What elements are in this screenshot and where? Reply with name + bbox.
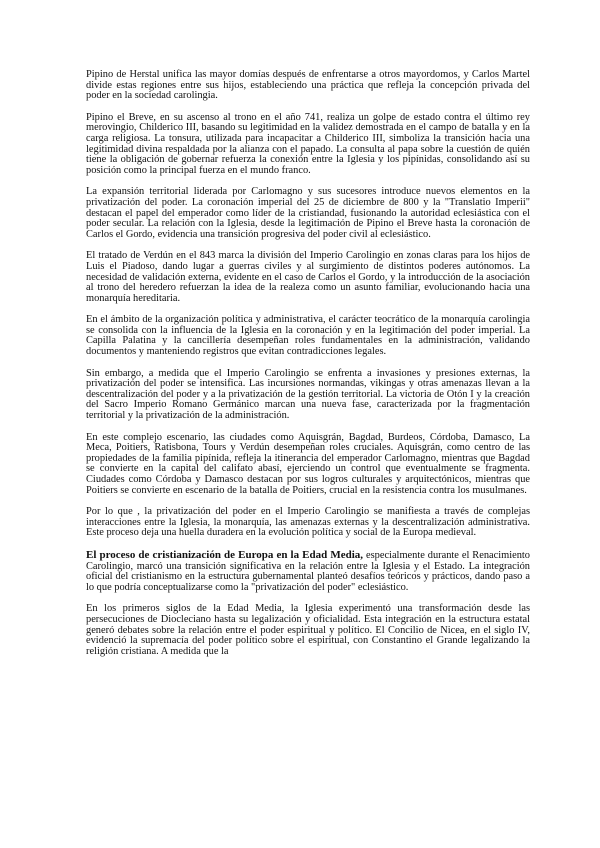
paragraph-8: Por lo que , la privatización del poder en el Imperio Carolingio se manifiesta a través de complejas interacciones entre la Iglesia, la monarquía, las amenazas externas y la descentralización administrativa. Este proceso deja una huella duradera en la evolución política y social de la Europa medieval. [86,506,530,539]
paragraph-7: En este complejo escenario, las ciudades como Aquisgrán, Bagdad, Burdeos, Córdoba, Damasco, La Meca, Poitiers, Ratisbona, Tours y Verdún desempeñan roles cruciales. Aquisgrán, como centro de las propiedades de la familia pipínida, refleja la itinerancia del emperador Carlomagno, mientras que Bagdad se convierte en la capital del califato abasí, ejerciendo un control que eventualmente se fragmenta. Ciudades como Córdoba y Damasco destacan por sus logros culturales y arquitectónicos, mientras que Poitiers se convierte en escenario de la batalla de Poitiers, crucial en la resistencia contra los musulmanes. [86,431,530,496]
paragraph-6: Sin embargo, a medida que el Imperio Carolingio se enfrenta a invasiones y presiones externas, la privatización del poder se intensifica. Las incursiones normandas, vikingas y otras amenazas llevan a la descentralización del poder y a la privatización de la gestión territorial. La victoria de Otón I y la creación del Sacro Imperio Romano Germánico marcan una nueva fase, caracterizada por la fragmentación territorial y la privatización de la administración. [86,367,530,422]
paragraph-9-text: especialmente durante el Renacimiento Carolingio, marcó una transición significativa en la relación entre la Iglesia y el Estado. La integración oficial del cristianismo en la estructura gubernamental planteó desafíos teóricos y prácticos, dando paso a lo que podría conceptualizarse como la "privatización del poder" eclesiástico. [86,549,530,593]
paragraph-3: La expansión territorial liderada por Carlomagno y sus sucesores introduce nuevos elementos en la privatización del poder. La coronación imperial del 25 de diciembre de 800 y la "Translatio Imperii" destacan el papel del emperador como líder de la cristiandad, fusionando la autoridad eclesiástica con el poder secular. La relación con la Iglesia, desde la legitimación de Pipino el Breve hasta la coronación de Carlos el Gordo, evidencia una transición progresiva del poder civil al eclesiástico. [86,186,530,240]
paragraph-lead-bold: El proceso de cristianización de Europa en la Edad Media, [86,548,364,561]
paragraph-5: En el ámbito de la organización política y administrativa, el carácter teocrático de la monarquía carolingia se consolida con la influencia de la Iglesia en la coronación y en la legitimación del poder imperial. La Capilla Palatina y la cancillería desempeñan roles fundamentales en la administración, validando documentos y manteniendo registros que evitan contradicciones legales. [86,314,530,358]
paragraph-9 [86,550,530,593]
paragraph-4: El tratado de Verdún en el 843 marca la división del Imperio Carolingio en zonas claras para los hijos de Luis el Piadoso, dando lugar a guerras civiles y al surgimiento de distintos poderes autónomos. La necesidad de validación externa, evidente en el caso de Carlos el Gordo, y la introducción de la asociación al trono del heredero refuerzan la idea de la realeza como un asunto familiar, evolucionando hacia una monarquía hereditaria. [86,250,530,304]
paragraph-2: Pipino el Breve, en su ascenso al trono en el año 741, realiza un golpe de estado contra el último rey merovingio, Childerico III, basando su legitimidad en la validez demostrada en el campo de batalla y en la carga religiosa. La tonsura, utilizada para incapacitar a Childerico III, simboliza la transición hacia una legitimidad divina respaldada por la alianza con el papado. La consulta al papa sobre la cuestión de quién tiene la obligación de gobernar refuerza la conexión entre la Iglesia y los pipínidas, consolidando así su posición como la principal fuerza en el mundo franco. [86,111,530,176]
document-page [86,70,530,668]
paragraph-10: En los primeros siglos de la Edad Media, la Iglesia experimentó una transformación desde las persecuciones de Diocleciano hasta su legalización y oficialidad. Esta integración en la estructura estatal generó debates sobre la relación entre el poder espiritual y político. El Concilio de Nicea, en el siglo IV, evidenció la supremacía del poder político sobre el espiritual, con Constantino el Grande legalizando la religión cristiana. A medida que la [86,603,530,657]
paragraph-1: Pipino de Herstal unifica las mayor domías después de enfrentarse a otros mayordomos, y Carlos Martel divide estas regiones entre sus hijos, estableciendo una práctica que refleja la concepción privada del poder en la sociedad carolingia. [86,69,530,102]
